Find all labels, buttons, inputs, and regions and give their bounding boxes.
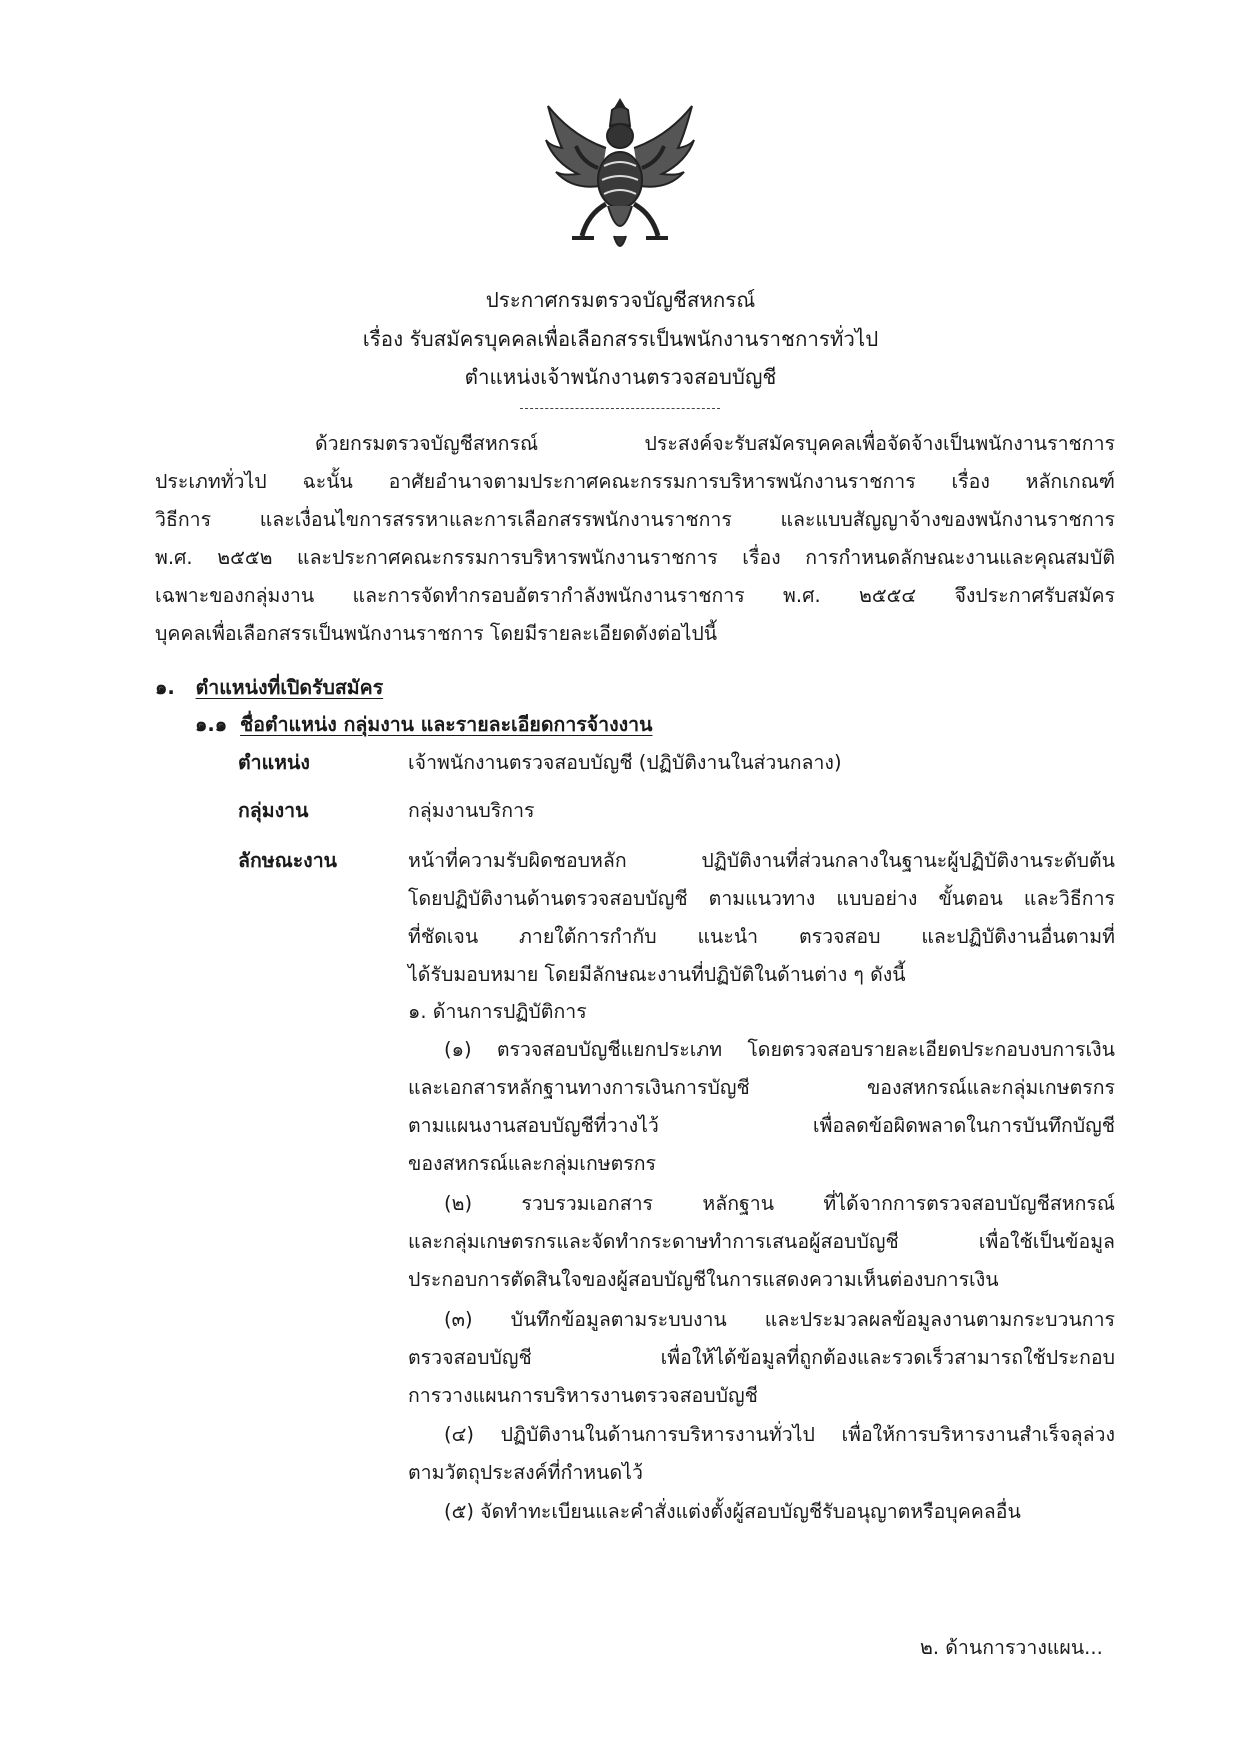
operations-heading: ๑. ด้านการปฏิบัติการ: [408, 1000, 587, 1023]
item-line: ตามแผนงานสอบบัญชีที่วางไว้ เพื่อลดข้อผิดพลาดในการบันทึกบัญชี: [408, 1114, 1115, 1137]
operations-item: [408, 1496, 1115, 1528]
item-line: ของสหกรณ์และกลุ่มเกษตรกร: [408, 1152, 657, 1175]
nature-line: ได้รับมอบหมาย โดยมีลักษณะงานที่ปฏิบัติในด้านต่าง ๆ ดังนี้: [408, 963, 906, 986]
item-line: การวางแผนการบริหารงานตรวจสอบบัญชี: [408, 1384, 758, 1407]
operations-item: [408, 1419, 1115, 1489]
intro-line: วิธีการ และเงื่อนไขการสรรหาและการเลือกสรรพนักงานราชการ และแบบสัญญาจ้างของพนักงานราชการ: [155, 508, 1115, 531]
section-heading: [155, 672, 383, 703]
item-line: (๕) จัดทำทะเบียนและคำสั่งแต่งตั้งผู้สอบบัญชีรับอนุญาตหรือบุคคลอื่น: [444, 1500, 1021, 1523]
item-line: ตามวัตถุประสงค์ที่กำหนดไว้: [408, 1461, 643, 1484]
item-line: (๒) รวบรวมเอกสาร หลักฐาน ที่ได้จากการตรวจสอบบัญชีสหกรณ์: [444, 1192, 1115, 1215]
title-divider: [520, 408, 720, 409]
group-label: กลุ่มงาน: [238, 799, 309, 822]
subsection-title: ชื่อตำแหน่ง กลุ่มงาน และรายละเอียดการจ้างงาน: [239, 713, 653, 736]
item-line: ประกอบการตัดสินใจของผู้สอบบัญชีในการแสดงความเห็นต่องบการเงิน: [408, 1268, 999, 1291]
nature-line: ที่ชัดเจน ภายใต้การกำกับ แนะนำ ตรวจสอบ และปฏิบัติงานอื่นตามที่: [408, 925, 1115, 948]
subsection-heading: [195, 709, 652, 740]
group-value: กลุ่มงานบริการ: [408, 799, 535, 822]
operations-item: [408, 1034, 1115, 1180]
operations-item: [408, 1188, 1115, 1296]
announcement-position: ตำแหน่งเจ้าพนักงานตรวจสอบบัญชี: [464, 365, 777, 389]
subsection-number: ๑.๑: [195, 713, 228, 736]
section-number: ๑.: [155, 676, 175, 699]
nature-line: หน้าที่ความรับผิดชอบหลัก ปฏิบัติงานที่ส่วนกลางในฐานะผู้ปฏิบัติงานระดับต้น: [408, 849, 1115, 872]
operations-item: [408, 1304, 1115, 1412]
garuda-emblem-icon: [542, 96, 698, 258]
item-line: (๑) ตรวจสอบบัญชีแยกประเภท โดยตรวจสอบรายละเอียดประกอบงบการเงิน: [444, 1038, 1115, 1061]
intro-line: ด้วยกรมตรวจบัญชีสหกรณ์ ประสงค์จะรับสมัครบุคคลเพื่อจัดจ้างเป็นพนักงานราชการ: [315, 432, 1115, 455]
announcement-title: ประกาศกรมตรวจบัญชีสหกรณ์: [485, 288, 756, 312]
item-line: ตรวจสอบบัญชี เพื่อให้ได้ข้อมูลที่ถูกต้องและรวดเร็วสามารถใช้ประกอบ: [408, 1346, 1115, 1369]
item-line: (๓) บันทึกข้อมูลตามระบบงาน และประมวลผลข้อมูลงานตามกระบวนการ: [444, 1308, 1115, 1331]
intro-line: เฉพาะของกลุ่มงาน และการจัดทำกรอบอัตรากำลังพนักงานราชการ พ.ศ. ๒๕๕๔ จึงประกาศรับสมัคร: [155, 584, 1115, 607]
position-label: ตำแหน่ง: [238, 751, 310, 774]
nature-description: [408, 845, 1115, 991]
section-title: ตำแหน่งที่เปิดรับสมัคร: [195, 676, 384, 699]
intro-paragraph: [155, 428, 1115, 650]
intro-line: บุคคลเพื่อเลือกสรรเป็นพนักงานราชการ โดยมีรายละเอียดดังต่อไปนี้: [155, 622, 718, 645]
position-value: เจ้าพนักงานตรวจสอบบัญชี (ปฏิบัติงานในส่วนกลาง): [408, 751, 842, 774]
item-line: (๔) ปฏิบัติงานในด้านการบริหารงานทั่วไป เพื่อให้การบริหารงานสำเร็จลุล่วง: [444, 1423, 1115, 1446]
item-line: และกลุ่มเกษตรกรและจัดทำกระดาษทำการเสนอผู้สอบบัญชี เพื่อใช้เป็นข้อมูล: [408, 1230, 1115, 1253]
nature-line: โดยปฏิบัติงานด้านตรวจสอบบัญชี ตามแนวทาง แบบอย่าง ขั้นตอน และวิธีการ: [408, 887, 1115, 910]
announcement-subject: เรื่อง รับสมัครบุคคลเพื่อเลือกสรรเป็นพนักงานราชการทั่วไป: [362, 327, 879, 351]
intro-line: พ.ศ. ๒๕๕๒ และประกาศคณะกรรมการบริหารพนักงานราชการ เรื่อง การกำหนดลักษณะงานและคุณสมบัติ: [155, 546, 1115, 569]
intro-line: ประเภททั่วไป ฉะนั้น อาศัยอำนาจตามประกาศคณะกรรมการบริหารพนักงานราชการ เรื่อง หลักเกณฑ์: [155, 470, 1115, 493]
nature-label: ลักษณะงาน: [238, 849, 337, 872]
page-continuation: ๒. ด้านการวางแผน...: [920, 1636, 1103, 1659]
item-line: และเอกสารหลักฐานทางการเงินการบัญชี ของสหกรณ์และกลุ่มเกษตรกร: [408, 1076, 1115, 1099]
